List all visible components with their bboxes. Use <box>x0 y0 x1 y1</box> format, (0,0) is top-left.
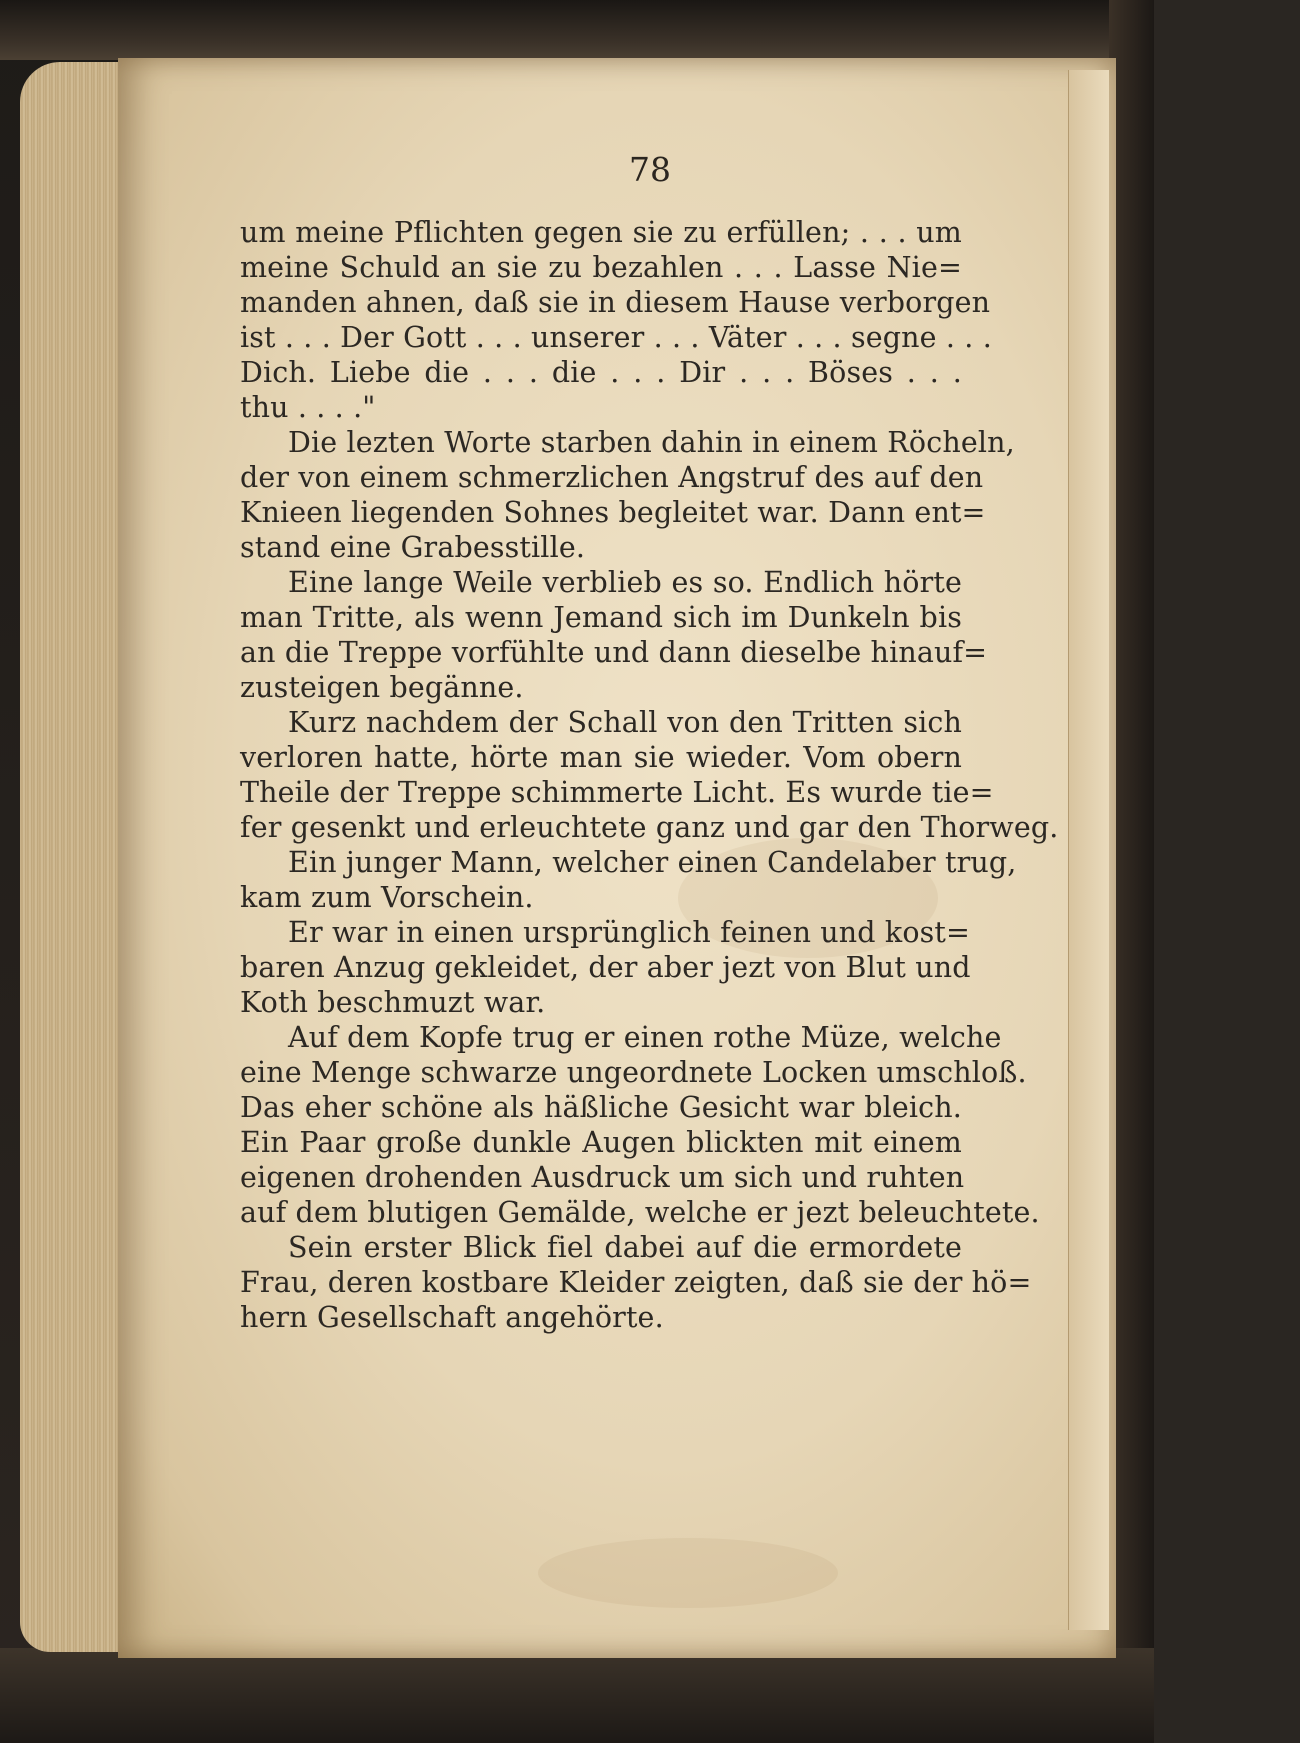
paragraph-first-line: Kurz nachdem der Schall von den Tritten sich <box>288 706 962 739</box>
text-line: manden ahnen, daß sie in diesem Hause verborgen <box>240 286 991 319</box>
text-line: Theile der Treppe schimmerte Licht. Es wurde tie= <box>240 776 994 809</box>
text-line: ist . . . Der Gott . . . unserer . . . Väter . . . segne . . . <box>240 321 992 354</box>
paragraph-first-line: Eine lange Weile verblieb es so. Endlich hörte <box>288 566 962 599</box>
paper-stain <box>538 1538 838 1608</box>
book-cover-bottom <box>0 1648 1154 1743</box>
text-line: der von einem schmerzlichen Angstruf des auf den <box>240 461 984 494</box>
text-line: thu . . . ." <box>240 391 376 424</box>
text-line: Dich. Liebe die . . . die . . . Dir . . . Böses . . . <box>240 356 962 389</box>
paragraph-first-line: Sein erster Blick fiel dabei auf die ermordete <box>288 1231 962 1264</box>
text-line: zusteigen begänne. <box>240 671 524 704</box>
text-line: Das eher schöne als häßliche Gesicht war bleich. <box>240 1091 962 1124</box>
text-line: um meine Pflichten gegen sie zu erfüllen; . . . um <box>240 216 962 249</box>
text-line: kam zum Vorschein. <box>240 881 534 914</box>
page-stack-edge <box>20 62 130 1652</box>
text-line: hern Gesellschaft angehörte. <box>240 1301 664 1334</box>
text-line: Frau, deren kostbare Kleider zeigten, daß sie der hö= <box>240 1266 1032 1299</box>
text-line: man Tritte, als wenn Jemand sich im Dunkeln bis <box>240 601 962 634</box>
text-line: fer gesenkt und erleuchtete ganz und gar den Thorweg. <box>240 811 1059 844</box>
text-line: Koth beschmuzt war. <box>240 986 546 1019</box>
paragraph-first-line: Er war in einen ursprünglich feinen und kost= <box>288 916 971 949</box>
text-line: verloren hatte, hörte man sie wieder. Vom obern <box>240 741 962 774</box>
text-line: meine Schuld an sie zu bezahlen . . . Lasse Nie= <box>240 251 962 284</box>
text-line: stand eine Grabesstille. <box>240 531 586 564</box>
text-line: an die Treppe vorfühlte und dann dieselbe hinauf= <box>240 636 988 669</box>
paragraph-first-line: Auf dem Kopfe trug er einen rothe Müze, welche <box>288 1021 1002 1054</box>
paragraph-first-line: Die lezten Worte starben dahin in einem Röcheln, <box>288 426 1015 459</box>
body-text <box>240 215 1059 1335</box>
text-line: eigenen drohenden Ausdruck um sich und ruhten <box>240 1161 965 1194</box>
text-line: baren Anzug gekleidet, der aber jezt von Blut und <box>240 951 971 984</box>
book-top-edge <box>0 0 1154 60</box>
text-line: Knieen liegenden Sohnes begleitet war. Dann ent= <box>240 496 986 529</box>
text-line: auf dem blutigen Gemälde, welche er jezt beleuchtete. <box>240 1196 1040 1229</box>
paragraph-first-line: Ein junger Mann, welcher einen Candelaber trug, <box>288 846 1017 879</box>
page-number: 78 <box>629 150 671 189</box>
text-line: Ein Paar große dunkle Augen blickten mit einem <box>240 1126 962 1159</box>
facing-page-edge <box>1068 70 1109 1630</box>
text-line: eine Menge schwarze ungeordnete Locken umschloß. <box>240 1056 1027 1089</box>
